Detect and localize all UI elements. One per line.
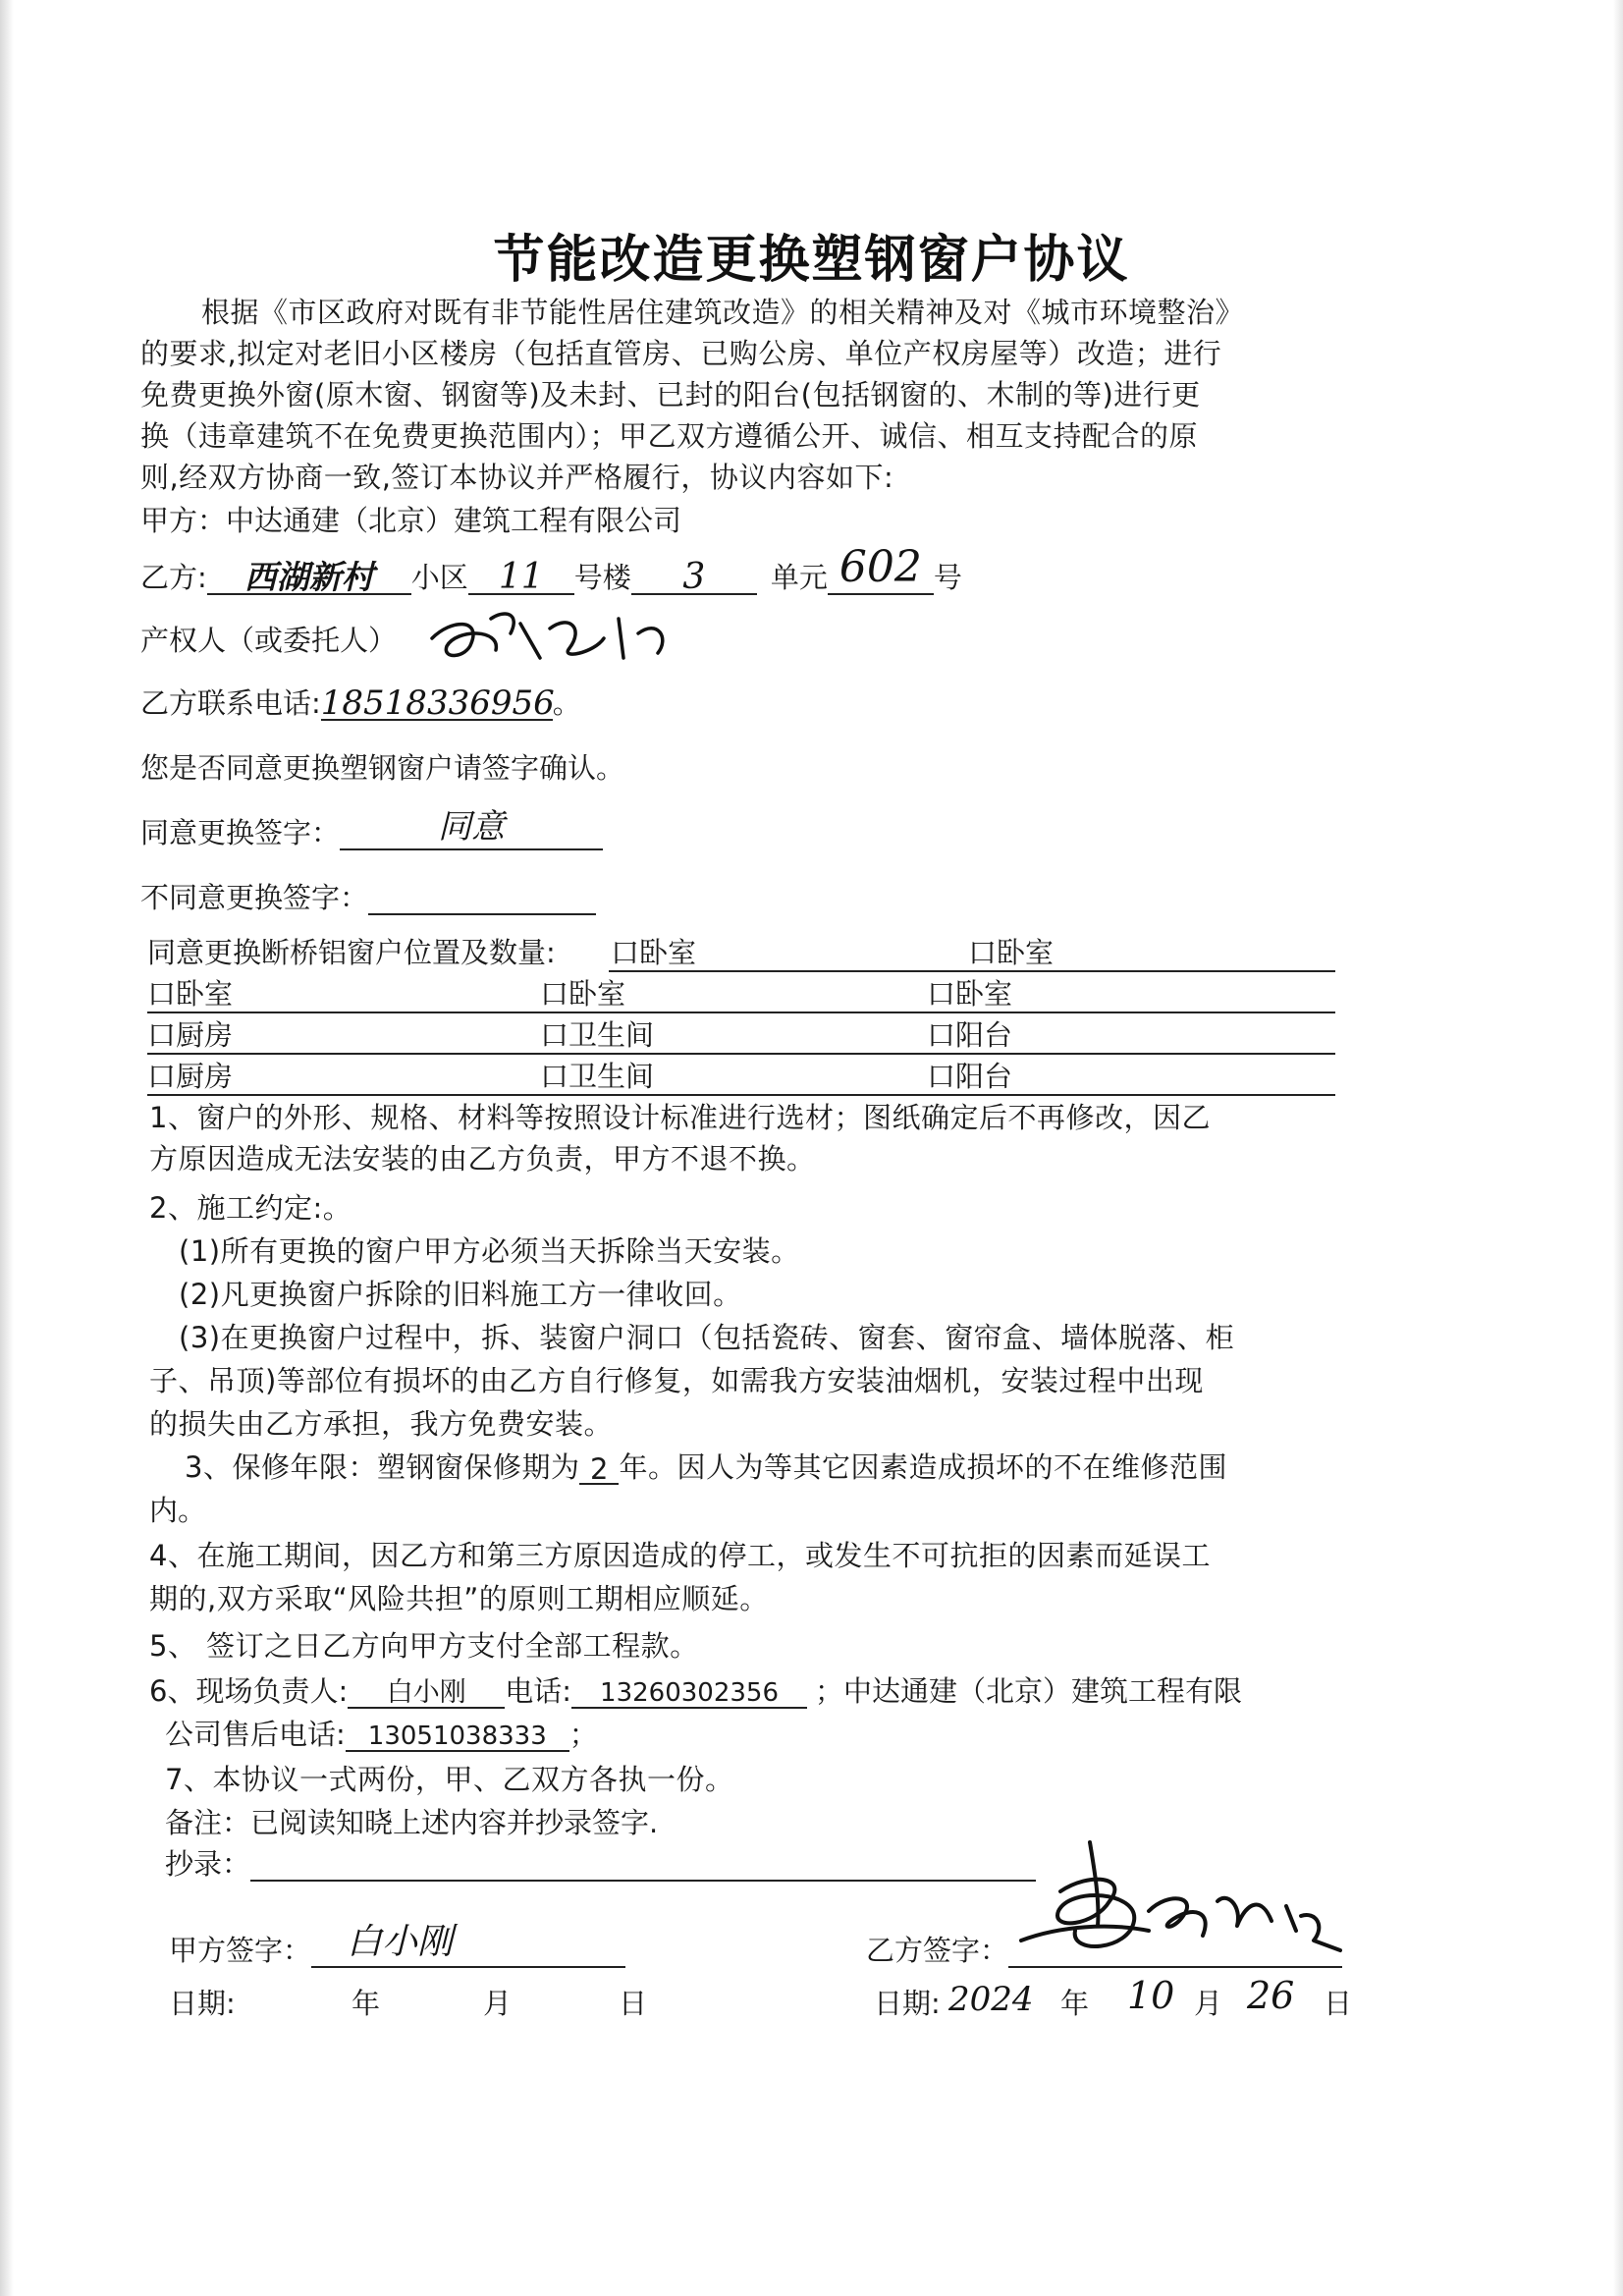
warranty-suffix: 年。因人为等其它因素造成损坏的不在维修范围 [619,1450,1227,1484]
room-value: 602 [839,542,922,592]
sign-a-line [169,1922,625,1968]
warranty-prefix: 3、保修年限：塑钢窗保修期为 [185,1450,580,1484]
party-b-line [140,542,962,597]
clause-7: 7、本协议一式两份，甲、乙双方各执一份。 [165,1763,734,1796]
after-sales-phone: 13051038333 [367,1722,547,1751]
community-suffix: 小区 [410,561,468,594]
date-b-day: 日 [1324,1987,1353,2020]
building-field [468,557,574,597]
window-option: 口卧室 [540,977,626,1011]
phone-field [321,685,553,721]
window-option: 口阳台 [927,1060,1013,1093]
date-a-label: 日期: [169,1987,236,2020]
disagree-field [368,880,596,915]
document-title: 节能改造更换塑钢窗户协议 [493,230,1130,290]
community-value: 西湖新村 [243,558,374,596]
warranty-years: 2 [589,1452,609,1486]
warranty-years-field [579,1451,619,1485]
copy-field [250,1850,1036,1882]
date-a-line [169,1986,679,2021]
date-a-month: 月 [483,1987,513,2020]
clause-5: 5、 签订之日乙方向甲方支付全部工程款。 [149,1629,699,1663]
window-option: 口卫生间 [540,1060,655,1093]
manager-phone-field [571,1675,807,1709]
clause-4-line-2: 期的,双方采取“风险共担”的原则工期相应顺延。 [149,1582,769,1615]
sign-b-label: 乙方签字： [866,1934,1009,1967]
building-suffix: 号楼 [573,561,631,594]
intro-line-5: 则,经双方协商一致,签订本协议并严格履行，协议内容如下: [140,461,894,494]
after-sales-line [165,1717,598,1752]
unit-value: 3 [682,557,706,597]
scan-left-edge [0,0,14,2296]
intro-line-2: 的要求,拟定对老旧小区楼房（包括直管房、已购公房、单位产权房屋等）改造；进行 [140,337,1222,370]
intro-line-4: 换（违章建筑不在免费更换范围内）；甲乙双方遵循公开、诚信、相互支持配合的原 [140,419,1199,453]
contact-line [149,1673,1242,1709]
scan-right-edge [1613,0,1623,2296]
manager-name: 白小刚 [386,1677,466,1708]
date-b-label: 日期: [874,1987,941,2020]
clause-2-item-2: (2)凡更换窗户拆除的旧料施工方一律收回。 [179,1278,742,1311]
agree-value: 同意 [438,807,506,847]
clause-1-line-1: 1、窗户的外形、规格、材料等按照设计标准进行选材；图纸确定后不再修改，因乙 [149,1101,1211,1134]
manager-phone: 13260302356 [600,1678,779,1708]
after-sales-label: 公司售后电话: [165,1718,346,1751]
clause-2-item-1: (1)所有更换的窗户甲方必须当天拆除当天安装。 [179,1234,800,1268]
unit-suffix: 单元 [770,561,828,594]
window-option: 口阳台 [927,1018,1013,1052]
sign-a-field [311,1922,625,1968]
clause-2-item-3-line-2: 子、吊顶)等部位有损坏的由乙方自行修复，如需我方安装油烟机，安装过程中出现 [149,1364,1204,1397]
phone-value: 18518336956 [320,683,555,723]
contact-prefix: 6、现场负责人: [149,1674,349,1708]
windows-label: 同意更换断桥铝窗户位置及数量: [147,936,556,969]
window-option: 口卧室 [611,936,697,969]
disagree-label: 不同意更换签字： [140,881,369,914]
clause-2-item-3-line-3: 的损失由乙方承担，我方免费安装。 [149,1407,614,1441]
date-b-year-value: 2024 [948,1980,1034,2019]
window-option: 口卧室 [147,977,234,1011]
company-suffix: ；中达通建（北京）建筑工程有限 [815,1674,1243,1708]
party-b-signature [1001,1832,1355,1980]
agree-field [340,807,603,850]
disagree-line [140,880,596,915]
date-a-year: 年 [352,1987,381,2020]
agree-line [140,807,603,850]
clause-2-heading: 2、施工约定:。 [149,1191,352,1225]
table-rule [147,1094,1335,1096]
phone-label: 乙方联系电话: [140,686,321,720]
owner-signature [412,599,707,668]
table-rule [147,1053,1335,1055]
agree-label: 同意更换签字： [140,816,341,849]
warranty-cont: 内。 [149,1494,207,1527]
table-rule [147,1011,1335,1013]
phone-end: 。 [552,686,581,720]
party-a: 甲方：中达通建（北京）建筑工程有限公司 [140,504,682,537]
note: 备注：已阅读知晓上述内容并抄录签字. [165,1806,659,1839]
intro-line-3: 免费更换外窗(原木窗、钢窗等)及未封、已封的阳台(包括钢窗的、木制的等)进行更 [140,378,1201,411]
after-sales-end: ； [568,1718,598,1751]
clause-1-line-2: 方原因造成无法安装的由乙方负责，甲方不退不换。 [149,1142,816,1175]
window-option: 口卧室 [968,936,1055,969]
manager-phone-label: 电话: [505,1674,572,1708]
date-b-year: 年 [1060,1987,1090,2020]
sign-a-label: 甲方签字： [169,1934,312,1967]
room-suffix: 号 [933,561,962,594]
date-b-month-value: 10 [1127,1974,1175,2017]
date-b-month: 月 [1194,1987,1223,2020]
unit-field [631,557,757,597]
copy-label: 抄录： [165,1847,251,1881]
intro-line-1: 根据《市区政府对既有非节能性居住建筑改造》的相关精神及对《城市环境整治》 [201,296,1245,329]
owner-label: 产权人（或委托人） [140,624,398,657]
sign-a-value: 白小刚 [347,1922,454,1962]
phone-line [140,685,581,721]
window-option: 口厨房 [147,1018,234,1052]
date-b-day-value: 26 [1247,1974,1295,2017]
party-b-label: 乙方: [140,561,207,594]
window-option: 口卫生间 [540,1018,655,1052]
clause-4-line-1: 4、在施工期间，因乙方和第三方原因造成的停工，或发生不可抗拒的因素而延误工 [149,1539,1211,1572]
copy-line [165,1846,1036,1882]
date-a-day: 日 [619,1987,648,2020]
confirm-prompt: 您是否同意更换塑钢窗户请签字确认。 [140,751,625,785]
community-field [207,560,411,595]
after-sales-field [346,1719,569,1752]
room-field [828,542,934,595]
window-option: 口卧室 [927,977,1013,1011]
manager-field [348,1675,505,1709]
date-b-line [874,1974,1365,2021]
window-option: 口厨房 [147,1060,234,1093]
warranty-line [185,1449,1227,1485]
clause-2-item-3-line-1: (3)在更换窗户过程中，拆、装窗户洞口（包括瓷砖、窗套、窗帘盒、墙体脱落、柜 [179,1321,1235,1354]
table-rule [609,970,1335,972]
building-value: 11 [498,557,544,597]
